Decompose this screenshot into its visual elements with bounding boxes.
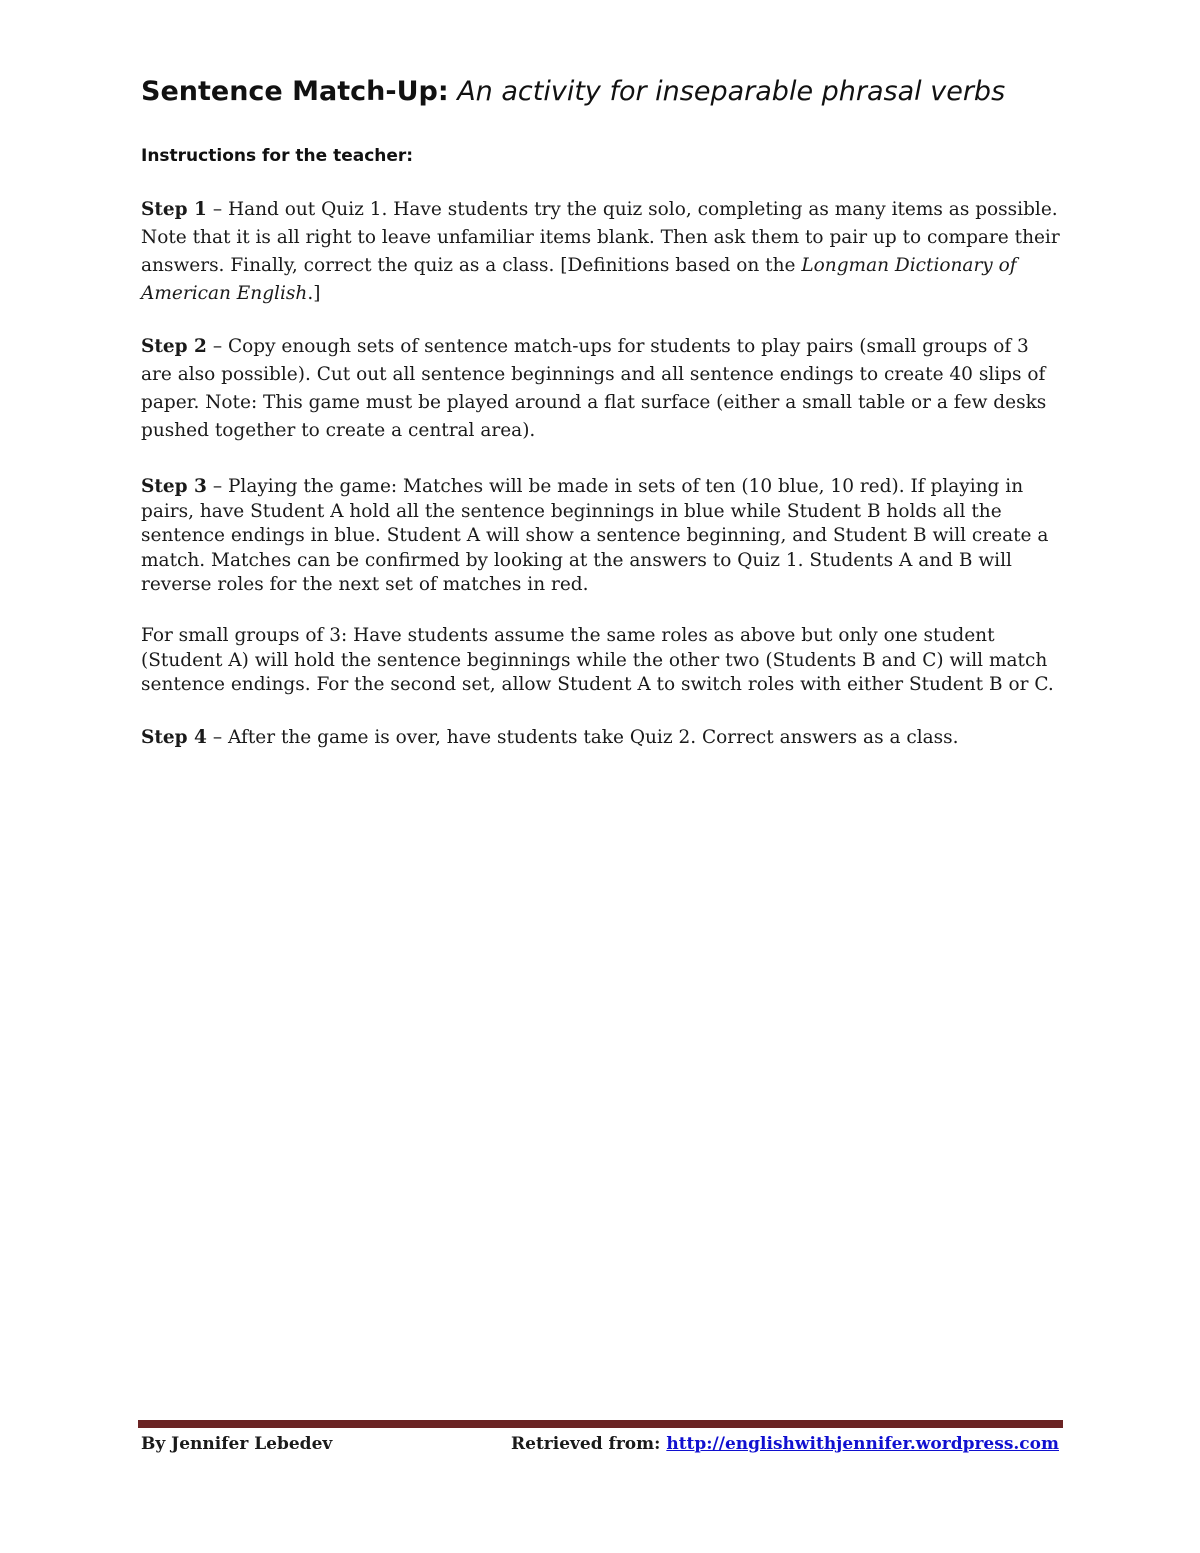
step-3-paragraph	[141, 475, 1061, 598]
step-4-label: Step 4	[141, 727, 207, 748]
title-main: Sentence Match-Up:	[141, 76, 449, 107]
footer-author: By Jennifer Lebedev	[141, 1434, 333, 1454]
step-4-paragraph	[141, 724, 1061, 752]
step-1-paragraph	[141, 196, 1061, 308]
dictionary-title: Longman Dictionary of American English	[141, 255, 1017, 304]
title-subtitle: An activity for inseparable phrasal verbs	[448, 76, 1006, 107]
step-1-label: Step 1	[141, 199, 207, 220]
step-1-text: – Hand out Quiz 1. Have students try the quiz solo, completing as many items as possible. Note that it is all right to leave unfamiliar items blank. Then ask them to pair up to compare their answers. Finally, correct the quiz as a class. [Definitions based on the	[141, 199, 1060, 276]
step-3-label: Step 3	[141, 476, 207, 497]
footer-url-link[interactable]: http://englishwithjennifer.wordpress.com	[666, 1434, 1059, 1454]
step-1-text-end: .]	[307, 283, 321, 304]
step-2-text: – Copy enough sets of sentence match-ups for students to play pairs (small groups of 3 are also possible). Cut out all sentence beginnings and all sentence endings to create 40 slips of paper. Note: This game must be played around a flat surface (either a small table or a few desks pushed together to create a central area).	[141, 336, 1047, 441]
step-4-text: – After the game is over, have students take Quiz 2. Correct answers as a class.	[206, 727, 959, 748]
footer-source	[511, 1434, 1059, 1454]
step-2-paragraph	[141, 333, 1061, 445]
small-groups-paragraph: For small groups of 3: Have students assume the same roles as above but only one student (Student A) will hold the sentence beginnings while the other two (Students B and C) will match sentence endings. For the second set, allow Student A to switch roles with either Student B or C.	[141, 625, 1054, 695]
step-3-text: – Playing the game: Matches will be made in sets of ten (10 blue, 10 red). If playing in pairs, have Student A hold all the sentence beginnings in blue while Student B holds all the sentence endings in blue. Student A will show a sentence beginning, and Student B will create a match. Matches can be confirmed by looking at the answers to Quiz 1. Students A and B will reverse roles for the next set of matches in red.	[141, 476, 1049, 595]
step-2-label: Step 2	[141, 336, 207, 357]
instructions-heading: Instructions for the teacher:	[141, 146, 414, 166]
footer-retrieved-label: Retrieved from:	[511, 1434, 667, 1454]
document-title	[141, 76, 1005, 107]
footer-divider	[138, 1420, 1063, 1428]
